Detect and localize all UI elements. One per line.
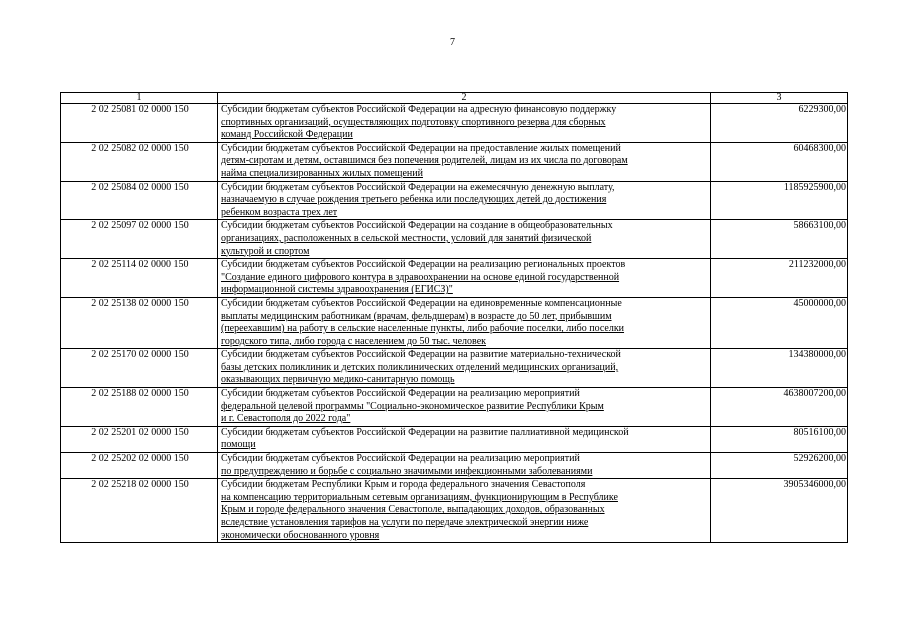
description-line: экономически обоснованного уровня <box>221 529 380 541</box>
table-row <box>61 426 848 452</box>
table-row <box>61 142 848 181</box>
budget-code: 2 02 25218 02 0000 150 <box>61 479 218 543</box>
budget-code: 2 02 25081 02 0000 150 <box>61 104 218 143</box>
subsidy-description <box>218 349 711 388</box>
table-row <box>61 220 848 259</box>
description-line: организациях, расположенных в сельской местности, условий для занятий физической <box>221 232 592 244</box>
description-line: Субсидии бюджетам субъектов Российской Федерации на создание в общеобразовательных <box>221 220 613 232</box>
budget-code: 2 02 25170 02 0000 150 <box>61 349 218 388</box>
budget-code: 2 02 25082 02 0000 150 <box>61 142 218 181</box>
description-line: Субсидии бюджетам субъектов Российской Федерации на ежемесячную денежную выплату, <box>221 181 615 193</box>
budget-code: 2 02 25114 02 0000 150 <box>61 259 218 298</box>
table-body <box>61 104 848 543</box>
table-row <box>61 479 848 543</box>
subsidy-amount: 211232000,00 <box>711 259 848 298</box>
subsidy-amount: 4638007200,00 <box>711 388 848 427</box>
description-line: помощи <box>221 439 256 451</box>
description-line: Субсидии бюджетам Республики Крым и города федерального значения Севастополя <box>221 479 586 491</box>
table-row <box>61 297 848 348</box>
subsidy-description <box>218 426 711 452</box>
description-line: Субсидии бюджетам субъектов Российской Федерации на реализацию мероприятий <box>221 388 580 400</box>
description-line: на компенсацию территориальным сетевым организациям, функционирующим в Республике <box>221 491 618 503</box>
description-line: Субсидии бюджетам субъектов Российской Федерации на развитие паллиативной медицинской <box>221 426 629 438</box>
description-line: Субсидии бюджетам субъектов Российской Федерации на реализацию региональных проектов <box>221 259 626 271</box>
subsidy-description <box>218 220 711 259</box>
column-header-code: 1 <box>61 93 218 104</box>
subsidy-description <box>218 479 711 543</box>
subsidy-description <box>218 453 711 479</box>
table-row <box>61 349 848 388</box>
description-line: культурой и спортом <box>221 245 310 257</box>
subsidy-amount: 6229300,00 <box>711 104 848 143</box>
description-line: "Создание единого цифрового контура в здравоохранении на основе единой государственной <box>221 271 620 283</box>
subsidy-amount: 3905346000,00 <box>711 479 848 543</box>
description-line: Субсидии бюджетам субъектов Российской Федерации на адресную финансовую поддержку <box>221 104 617 115</box>
description-line: Субсидии бюджетам субъектов Российской Федерации на предоставление жилых помещений <box>221 142 621 154</box>
description-line: базы детских поликлиник и детских поликлинических отделений медицинских организаций, <box>221 361 619 373</box>
table-row <box>61 104 848 143</box>
budget-code: 2 02 25201 02 0000 150 <box>61 426 218 452</box>
subsidy-description <box>218 104 711 143</box>
description-line: по предупреждению и борьбе с социально значимыми инфекционными заболеваниями <box>221 465 593 477</box>
description-line: информационной системы здравоохранения (ЕГИСЗ)" <box>221 284 453 296</box>
subsidy-amount: 80516100,00 <box>711 426 848 452</box>
subsidies-table <box>60 92 848 543</box>
description-line: и г. Севастополя до 2022 года" <box>221 413 351 425</box>
page-number: 7 <box>450 37 455 48</box>
column-header-amount: 3 <box>711 93 848 104</box>
description-line: федеральной целевой программы "Социально-экономическое развитие Республики Крым <box>221 400 604 412</box>
description-line: оказывающих первичную медико-санитарную помощь <box>221 374 455 386</box>
column-header-name: 2 <box>218 93 711 104</box>
subsidy-description <box>218 259 711 298</box>
description-line: городского типа, либо города с населением до 50 тыс. человек <box>221 335 486 347</box>
description-line: детям-сиротам и детям, оставшимся без попечения родителей, лицам из их числа по договорам <box>221 155 628 167</box>
subsidy-description <box>218 142 711 181</box>
subsidy-amount: 58663100,00 <box>711 220 848 259</box>
subsidy-description <box>218 388 711 427</box>
table-row <box>61 259 848 298</box>
budget-code: 2 02 25188 02 0000 150 <box>61 388 218 427</box>
description-line: (переехавшим) на работу в сельские населенные пункты, либо рабочие поселки, либо поселки <box>221 323 625 335</box>
description-line: Субсидии бюджетам субъектов Российской Федерации на единовременные компенсационные <box>221 297 622 309</box>
description-line: спортивных организаций, осуществляющих подготовку спортивного резерва для сборных <box>221 116 606 128</box>
subsidy-amount: 52926200,00 <box>711 453 848 479</box>
description-line: Крым и городе федерального значения Севастополе, выпадающих доходов, образованных <box>221 504 605 516</box>
description-line: найма специализированных жилых помещений <box>221 167 423 179</box>
subsidy-amount: 1185925900,00 <box>711 181 848 220</box>
description-line: назначаемую в случае рождения третьего ребенка или последующих детей до достижения <box>221 194 607 206</box>
subsidy-description <box>218 181 711 220</box>
description-line: Субсидии бюджетам субъектов Российской Федерации на развитие материально-технической <box>221 349 621 361</box>
description-line: ребенком возраста трех лет <box>221 206 338 218</box>
table-row <box>61 453 848 479</box>
budget-code: 2 02 25202 02 0000 150 <box>61 453 218 479</box>
description-line: вследствие установления тарифов на услуги по передаче электрической энергии ниже <box>221 517 589 528</box>
subsidy-amount: 45000000,00 <box>711 297 848 348</box>
description-line: Субсидии бюджетам субъектов Российской Федерации на реализацию мероприятий <box>221 453 580 465</box>
table-row <box>61 181 848 220</box>
budget-code: 2 02 25138 02 0000 150 <box>61 297 218 348</box>
table-header-row <box>61 93 848 104</box>
table-row <box>61 388 848 427</box>
subsidy-amount: 60468300,00 <box>711 142 848 181</box>
subsidy-description <box>218 297 711 348</box>
budget-code: 2 02 25084 02 0000 150 <box>61 181 218 220</box>
description-line: выплаты медицинским работникам (врачам, фельдшерам) в возрасте до 50 лет, прибывшим <box>221 310 612 322</box>
description-line: команд Российской Федерации <box>221 129 353 141</box>
budget-code: 2 02 25097 02 0000 150 <box>61 220 218 259</box>
subsidy-amount: 134380000,00 <box>711 349 848 388</box>
